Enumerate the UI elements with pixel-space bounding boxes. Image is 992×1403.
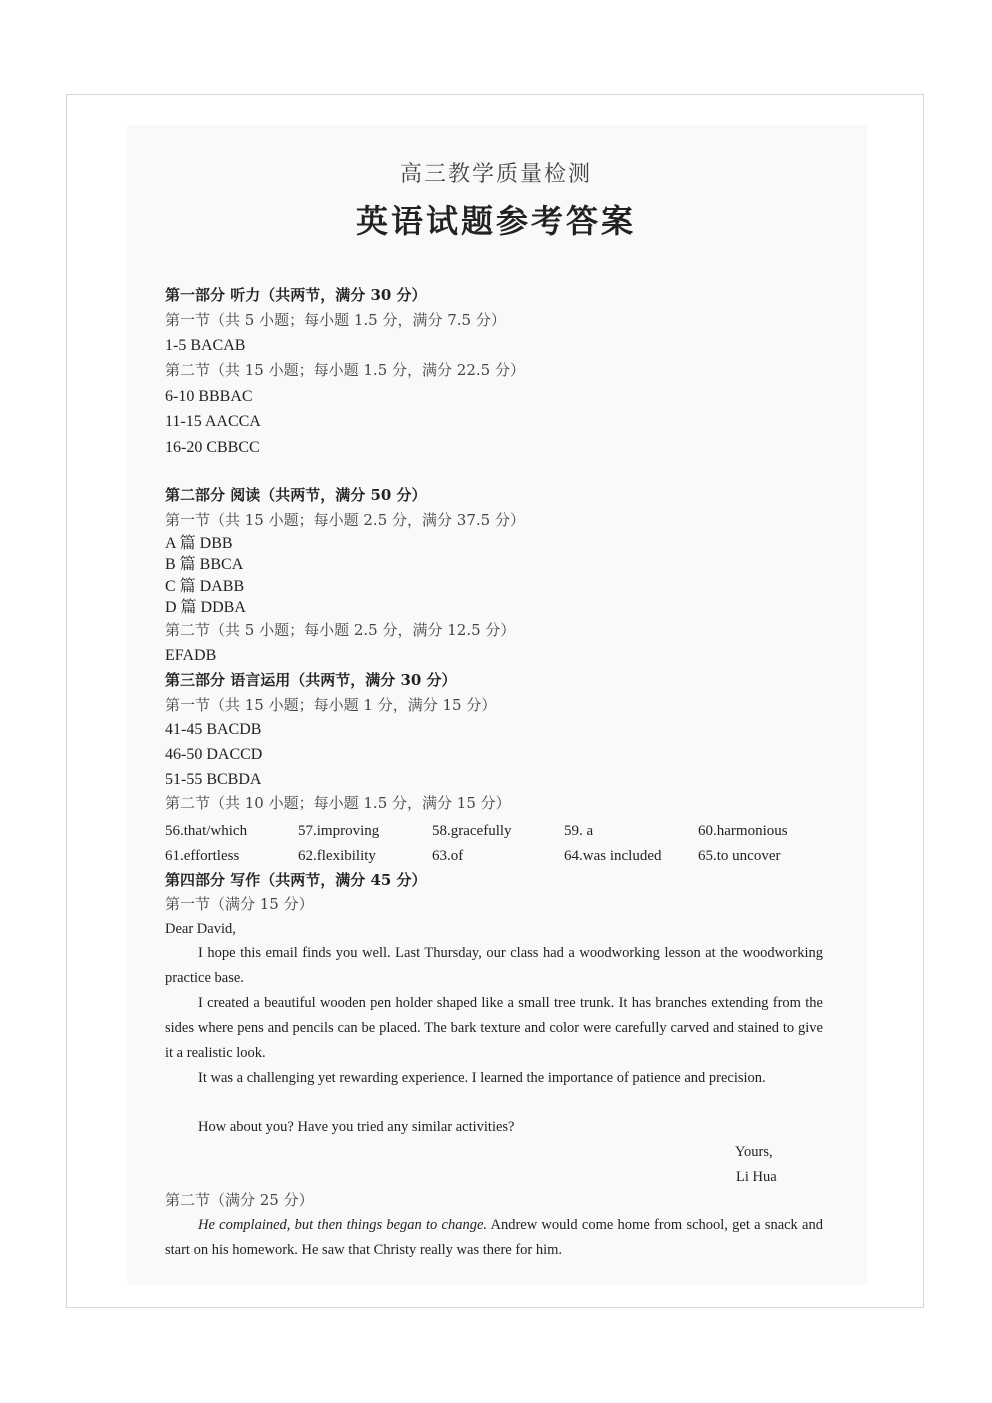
letter-greeting: Dear David, [165, 921, 236, 937]
word-answer: 63.of [432, 848, 464, 864]
part2-passage-c: C 篇 DABB [165, 578, 245, 595]
word-answer: 60.harmonious [698, 823, 788, 839]
part3-section2-title: 第二节（共 10 小题；每小题 1.5 分，满分 15 分） [165, 794, 511, 812]
part2-passage-b: B 篇 BBCA [165, 556, 244, 573]
letter-closing: Yours, [735, 1144, 773, 1160]
part4-section2-title: 第二节（满分 25 分） [165, 1191, 314, 1209]
part4-section1-title: 第一节（满分 15 分） [165, 895, 314, 913]
part1-section1-title: 第一节（共 5 小题；每小题 1.5 分，满分 7.5 分） [165, 311, 506, 329]
word-answer: 62.flexibility [298, 848, 376, 864]
part2-passage-a: A 篇 DBB [165, 535, 233, 552]
letter-paragraph-4: How about you? Have you tried any similar activities? [198, 1119, 515, 1135]
exam-subtitle: 高三教学质量检测 [399, 162, 592, 187]
continuation-paragraph [165, 1213, 823, 1263]
part2-passage-d: D 篇 DDBA [165, 599, 246, 616]
part1-answers-11-15: 11-15 AACCA [165, 413, 261, 430]
part3-title: 第三部分 语言运用（共两节，满分 30 分） [165, 671, 457, 689]
part2-section2-title: 第二节（共 5 小题；每小题 2.5 分，满分 12.5 分） [165, 621, 516, 639]
word-answer: 56.that/which [165, 823, 248, 839]
part2-title: 第二部分 阅读（共两节，满分 50 分） [165, 486, 427, 504]
word-answer: 57.improving [298, 823, 380, 839]
part2-section1-title: 第一节（共 15 小题；每小题 2.5 分，满分 37.5 分） [165, 511, 525, 529]
continuation-given-sentence: He complained, but then things began to change. [198, 1217, 488, 1233]
part1-section2-title: 第二节（共 15 小题；每小题 1.5 分，满分 22.5 分） [165, 361, 525, 379]
letter-paragraph-3: It was a challenging yet rewarding experience. I learned the importance of patience and precision. [198, 1070, 766, 1086]
page-title: 英语试题参考答案 [355, 202, 636, 240]
letter-signature: Li Hua [736, 1169, 777, 1185]
word-answer: 61.effortless [165, 848, 240, 864]
part1-answers-6-10: 6-10 BBBAC [165, 388, 253, 405]
part3-answers-46-50: 46-50 DACCD [165, 746, 263, 763]
part4-title: 第四部分 写作（共两节，满分 45 分） [165, 871, 427, 889]
part1-answers-1-5: 1-5 BACAB [165, 337, 246, 354]
letter-paragraph-2: I created a beautiful wooden pen holder shaped like a small tree trunk. It has branches extending from the sides where pens and pencils can be placed. The bark texture and color were carefully carved and stained to give it a realistic look. [165, 995, 823, 1061]
word-answer: 64.was included [564, 848, 662, 864]
part1-answers-16-20: 16-20 CBBCC [165, 439, 260, 456]
letter-paragraph-1: I hope this email finds you well. Last Thursday, our class had a woodworking lesson at the woodworking practice base. [165, 945, 823, 986]
part3-answers-41-45: 41-45 BACDB [165, 721, 262, 738]
part2-section2-answers: EFADB [165, 647, 217, 664]
word-answer: 59. a [564, 823, 594, 839]
part3-section1-title: 第一节（共 15 小题；每小题 1 分，满分 15 分） [165, 696, 497, 714]
continuation-text: Andrew would come home from school, get a snack and start on his homework. He saw that Christy really was there for him. [165, 1217, 823, 1258]
word-answer: 58.gracefully [432, 823, 512, 839]
part3-answers-51-55: 51-55 BCBDA [165, 771, 262, 788]
part1-title: 第一部分 听力（共两节，满分 30 分） [165, 286, 427, 304]
word-answer: 65.to uncover [698, 848, 781, 864]
